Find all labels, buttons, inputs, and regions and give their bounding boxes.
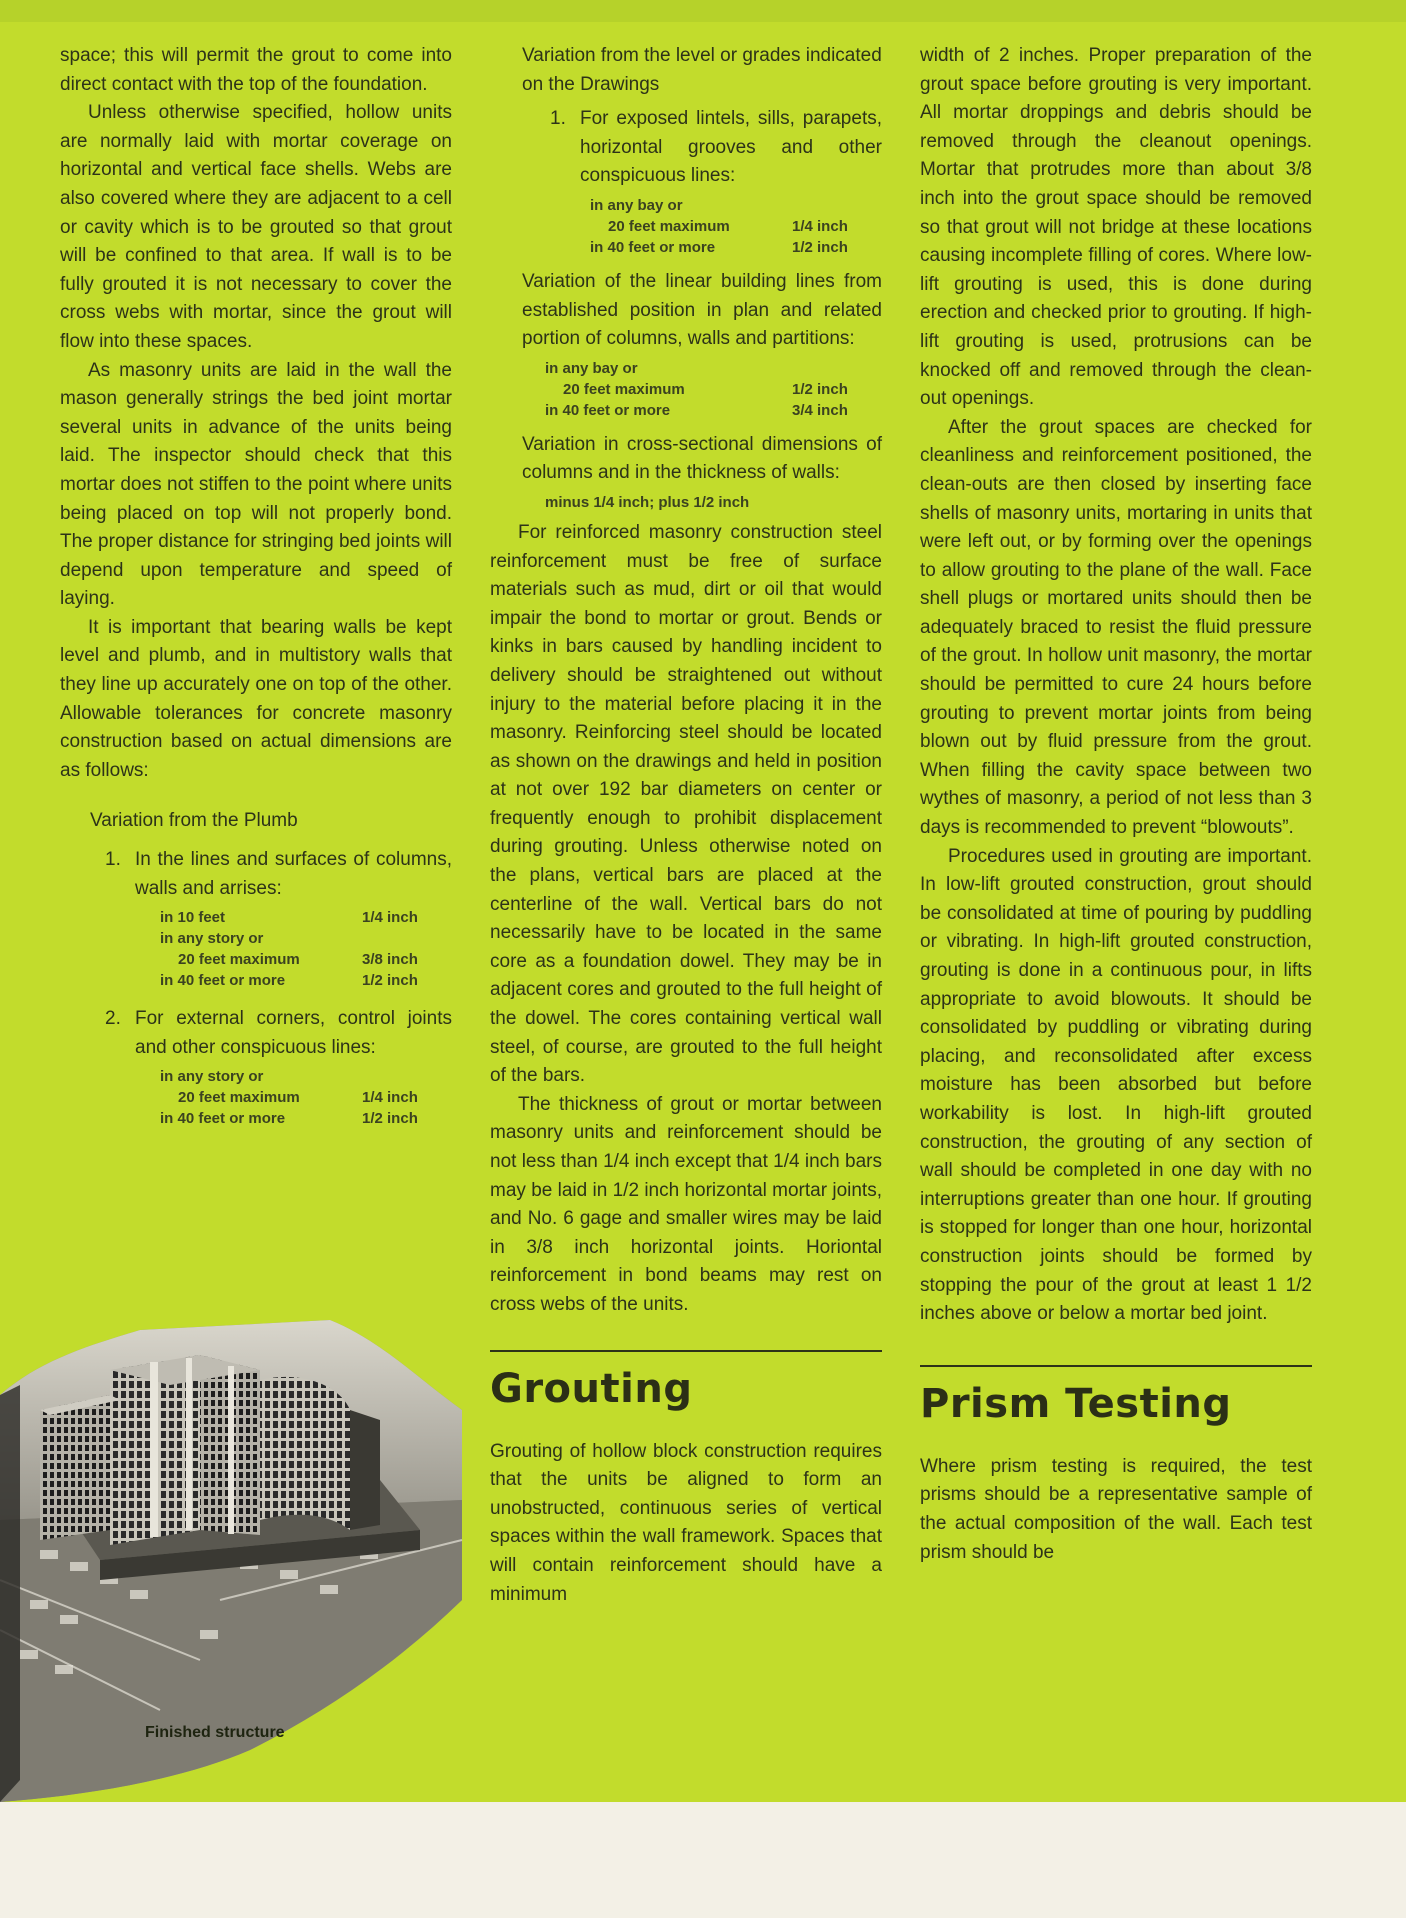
tolerance-row — [160, 1087, 442, 1108]
tolerance-label: in 40 feet or more — [545, 401, 671, 419]
col1-paragraph-4: It is important that bearing walls be kept level and plumb, and in multistory walls that they line up accurately one on top of the other. Allowable tolerances for concrete masonry construction based on actual dimensions are as follows: — [60, 616, 452, 781]
tolerance-label: in 40 feet or more — [160, 1110, 286, 1128]
col2-paragraph-2: The thickness of grout or mortar between masonry units and reinforcement should be not less than 1/4 inch except that 1/4 inch bars may be laid in 1/2 inch horizontal mortar joints, and No. 6 gage and smaller wires may be laid in 3/8 inch horizontal joints. Horiontal reinforcement in bond beams may rest on cross webs of the units. — [490, 1093, 882, 1315]
prism-testing-title: Prism Testing — [920, 1380, 1232, 1427]
top-band — [0, 0, 1406, 22]
photo-bottom-paper — [0, 1802, 462, 1918]
tolerance-value: 1/2 inch — [792, 238, 848, 256]
plumb-item-1 — [105, 846, 452, 903]
tolerance-value — [792, 358, 872, 379]
col1-paragraph-3: As masonry units are laid in the wall the mason generally strings the bed joint mortar several units in advance of the units being laid. The inspector should check that this mortar does not stiffen to the point where units being placed on top will not properly bond. The proper distance for stringing bed joints will depend upon temperature and speed of laying. — [60, 359, 452, 610]
tolerance-row — [590, 195, 872, 216]
tolerance-label: 20 feet maximum — [563, 380, 685, 398]
tolerance-label: in any bay or — [590, 196, 683, 214]
tolerance-label: in any story or — [160, 930, 264, 948]
column-3 — [920, 42, 1312, 1567]
tolerance-row — [590, 216, 872, 237]
col3-paragraph-3: Procedures used in grouting are important. In low-lift grouted construction, grout should be consolidated at time of pouring by puddling or vibrating. In high-lift grouted construction, grouting is done in a continuous pour, in lifts appropriate to avoid blowouts. It should be consolidated by puddling or vibrating during placing, and reconsolidated after excess moisture has been absorbed but before workability is lost. In high-lift grouted construction, the grouting of any section of wall should be completed in one day with no interruptions greater than one hour. If grouting is stopped for longer than one hour, horizontal construction joints should be formed by stopping the pour of the grout at least 1 1/2 inches above or below a mortar bed joint. — [920, 845, 1312, 1325]
plumb-item-1-text: In the lines and surfaces of columns, walls and arrises: — [135, 849, 452, 899]
tolerance-row — [545, 358, 872, 379]
plumb-item-2 — [105, 1005, 452, 1062]
col1-paragraph-1: space; this will permit the grout to come into direct contact with the top of the foundation. — [60, 45, 452, 95]
tolerance-row — [160, 1108, 442, 1129]
tolerance-value — [362, 1066, 442, 1087]
level-item-1 — [550, 105, 882, 191]
tolerance-label: 20 feet maximum — [178, 951, 300, 969]
tolerance-value: 1/4 inch — [792, 217, 848, 235]
tolerance-label: 20 feet maximum — [178, 1089, 300, 1107]
plumb-item-2-table — [160, 1066, 442, 1129]
plumb-item-1-number: 1. — [105, 849, 121, 871]
tolerance-value: 1/4 inch — [362, 909, 418, 927]
tolerance-row — [545, 400, 872, 421]
tolerance-value — [362, 928, 442, 949]
tolerance-value: 3/8 inch — [362, 951, 418, 969]
photo-caption: Finished structure — [145, 1724, 285, 1741]
prism-paragraph-1: Where prism testing is required, the test prisms should be a representative sample of the actual composition of the wall. Each test prism should be — [920, 1455, 1312, 1563]
tolerance-label: in 10 feet — [160, 909, 226, 927]
tolerance-row — [590, 237, 872, 258]
col3-paragraph-2: After the grout spaces are checked for cleanliness and reinforcement positioned, the clean-outs are then closed by inserting face shells of masonry units, mortaring in units that were left out, or by forming over the openings to allow grouting to the plane of the wall. Face shell plugs or mortared units should then be adequately braced to resist the fluid pressure of the grout. In hollow unit masonry, the mortar should be permitted to cure 24 hours before grouting to prevent mortar joints from being blown out by fluid pressure from the grout. When filling the cavity space between two wythes of masonry, a period of not less than 3 days is recommended to prevent “blowouts”. — [920, 416, 1312, 839]
tolerance-value — [792, 195, 872, 216]
tolerance-row — [160, 907, 442, 928]
tolerance-value: 1/2 inch — [362, 1110, 418, 1128]
tolerance-label: in any story or — [160, 1068, 264, 1086]
cross-heading: Variation in cross-sectional dimensions of columns and in the thickness of walls: — [522, 433, 882, 484]
tolerance-label: in 40 feet or more — [590, 238, 716, 256]
cross-value: minus 1/4 inch; plus 1/2 inch — [545, 493, 750, 511]
tolerance-value: 1/4 inch — [362, 1089, 418, 1107]
col2-paragraph-1: For reinforced masonry construction steel reinforcement must be free of surface materials such as mud, dirt or oil that would impair the bond to mortar or grout. Bends or kinks in bars caused by handling incident to delivery should be straightened out without injury to the material before placing it in the masonry. Reinforcing steel should be located as shown on the drawings and held in position at not over 192 bar diameters on center or frequently enough to prohibit displacement during grouting. Unless otherwise noted on the plans, vertical bars are placed at the centerline of the wall. Vertical bars do not necessarily have to be located in the same core as a foundation dowel. They may be in adjacent cores and grouted to the full height of the dowel. The cores containing vertical wall steel, of course, are grouted to the full height of the bars. — [490, 521, 882, 1087]
tolerance-value: 1/2 inch — [792, 380, 848, 398]
col1-paragraph-2: Unless otherwise specified, hollow units are normally laid with mortar coverage on horizontal and vertical face shells. Webs are also covered where they are adjacent to a cell or cavity which is to be grouted so that grout will be confined to that area. If wall is to be fully grouted it is not necessary to cover the cross webs with mortar, since the grout will flow into these spaces. — [60, 102, 452, 352]
plumb-item-1-table — [160, 907, 442, 991]
tolerance-row — [160, 970, 442, 991]
tolerance-value: 1/2 inch — [362, 972, 418, 990]
plumb-heading: Variation from the Plumb — [90, 810, 298, 832]
tolerance-value: 3/4 inch — [792, 401, 848, 419]
level-heading: Variation from the level or grades indicated on the Drawings — [522, 45, 882, 95]
tolerance-label: 20 feet maximum — [608, 217, 730, 235]
prism-divider — [920, 1365, 1312, 1367]
tolerance-label: in any bay or — [545, 359, 638, 377]
tolerance-row — [545, 379, 872, 400]
column-1 — [60, 42, 452, 1129]
column-2 — [490, 42, 882, 1609]
tolerance-row — [160, 1066, 442, 1087]
level-item-1-number: 1. — [550, 108, 566, 130]
grouting-title: Grouting — [490, 1365, 693, 1412]
level-item-1-text: For exposed lintels, sills, parapets, horizontal grooves and other conspicuous lines: — [580, 108, 882, 187]
linear-table — [545, 358, 872, 421]
grouting-paragraph-1: Grouting of hollow block construction requires that the units be aligned to form an unobstructed, continuous series of vertical spaces within the wall framework. Spaces that will contain reinforcement should have a minimum — [490, 1440, 882, 1605]
plumb-item-2-text: For external corners, control joints and other conspicuous lines: — [135, 1008, 452, 1058]
grouting-divider — [490, 1350, 882, 1352]
tolerance-row — [160, 928, 442, 949]
plumb-item-2-number: 2. — [105, 1008, 121, 1030]
bottom-margin — [462, 1802, 1406, 1918]
col3-paragraph-1: width of 2 inches. Proper preparation of the grout space before grouting is very important. All mortar droppings and debris should be removed through the cleanout openings. Mortar that protrudes more than about 3/8 inch into the grout space should be removed so that grout will not bridge at these locations causing incomplete filling of cores. Where low-lift grouting is used, this is done during erection and checked prior to grouting. If high-lift grouting is used, protrusions can be knocked off and removed through the clean-out openings. — [920, 45, 1312, 410]
tolerance-row — [160, 949, 442, 970]
linear-heading: Variation of the linear building lines from established position in plan and related portion of columns, walls and partitions: — [522, 270, 882, 350]
level-table — [590, 195, 872, 258]
tolerance-label: in 40 feet or more — [160, 972, 286, 990]
